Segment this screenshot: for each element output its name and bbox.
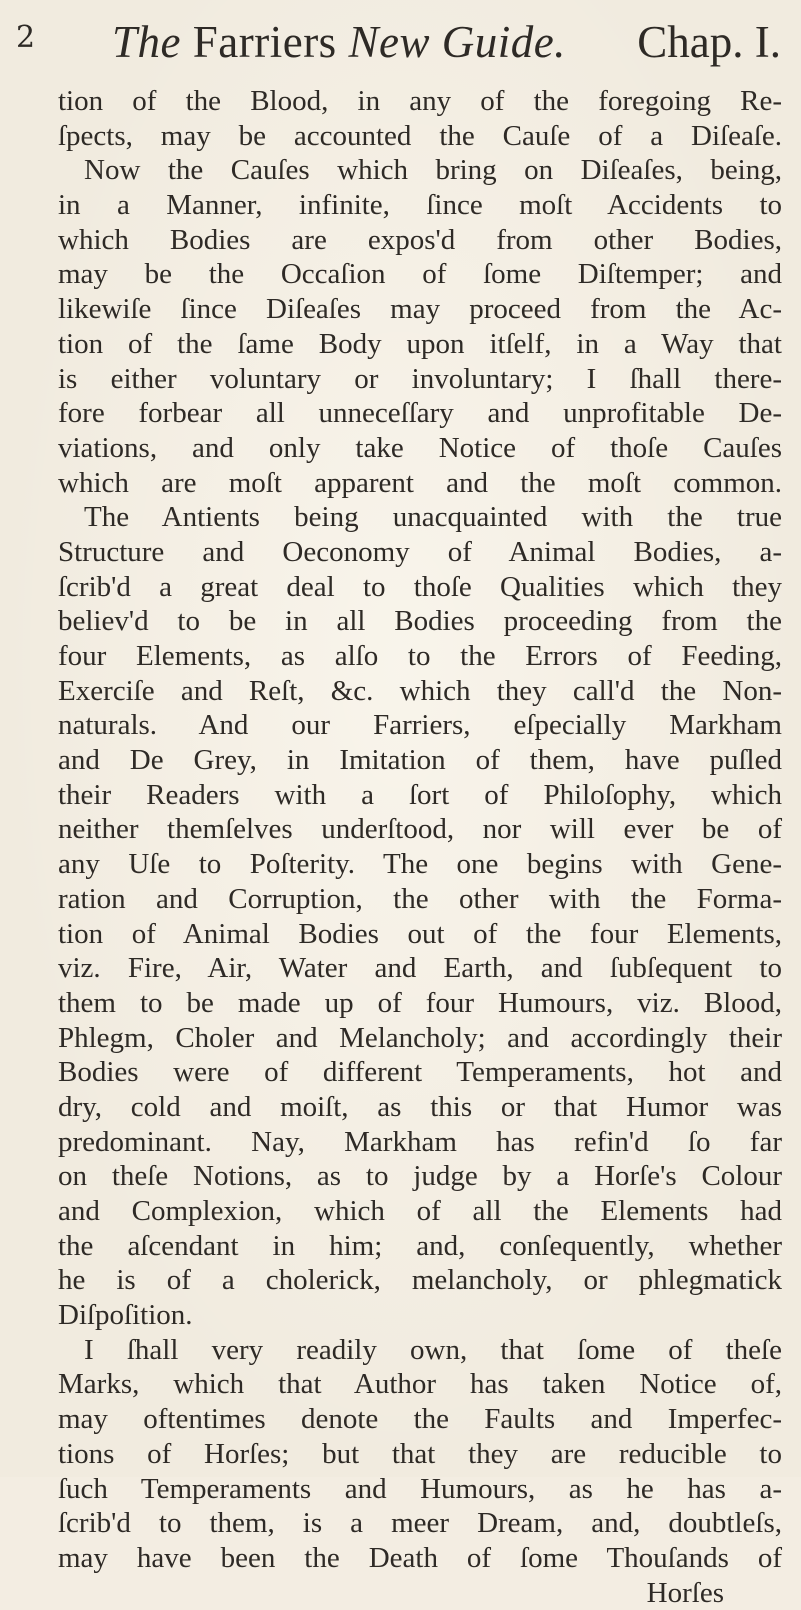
body-text: [58, 84, 782, 1610]
text-line: Exerciſe and Reſt, &c. which they call'd the Non-: [58, 674, 782, 707]
text-line: Structure and Oeconomy of Animal Bodies, a-: [58, 535, 782, 568]
text-line: likewiſe ſince Diſeaſes may proceed from the Ac-: [58, 293, 782, 326]
text-line: and De Grey, in Imitation of them, have puſled: [58, 744, 782, 777]
text-line: I ſhall very readily own, that ſome of theſe: [84, 1333, 782, 1366]
text-line: and Complexion, which of all the Elements had: [58, 1195, 782, 1227]
chapter-label: Chap. I.: [637, 17, 781, 67]
text-line: ſuch Temperaments and Humours, as he has a-: [58, 1472, 782, 1505]
text-line: ſcrib'd a great deal to thoſe Qualities which they: [58, 570, 782, 603]
running-title-italic: New Guide.: [348, 17, 566, 67]
text-line: dry, cold and moiſt, as this or that Humor was: [58, 1090, 782, 1123]
text-line: neither themſelves underſtood, nor will ever be of: [58, 813, 782, 846]
text-line: is either voluntary or involuntary; I ſhall there-: [58, 362, 782, 395]
text-line: tion of the Blood, in any of the foregoing Re-: [58, 85, 782, 117]
text-line: may oftentimes denote the Faults and Imperfec-: [58, 1403, 782, 1436]
text-line: tions of Horſes; but that they are reducible to: [58, 1437, 782, 1470]
text-line: Bodies were of different Temperaments, hot and: [58, 1056, 782, 1089]
text-line: on theſe Notions, as to judge by a Horſe's Colour: [58, 1160, 782, 1193]
text-line: which Bodies are expos'd from other Bodies,: [58, 223, 782, 256]
text-line: may be the Occaſion of ſome Diſtemper; and: [58, 258, 782, 291]
page-header: [0, 16, 801, 76]
running-title: [112, 16, 566, 68]
text-line: tion of Animal Bodies out of the four Elements,: [58, 917, 782, 950]
text-line: four Elements, as alſo to the Errors of Feeding,: [58, 640, 782, 672]
text-line: the aſcendant in him; and, conſequently, whether: [58, 1229, 782, 1262]
text-line: he is of a cholerick, melancholy, or phlegmatick: [58, 1264, 782, 1297]
text-line: Phlegm, Choler and Melancholy; and accordingly their: [58, 1021, 782, 1054]
running-title-main: Farriers: [181, 17, 349, 67]
page-number: 2: [16, 20, 36, 55]
text-line: viz. Fire, Air, Water and Earth, and ſubſequent to: [58, 952, 782, 985]
text-line: may have been the Death of ſome Thouſands of: [58, 1541, 782, 1574]
text-line: tion of the ſame Body upon itſelf, in a Way that: [58, 327, 782, 360]
text-line: naturals. And our Farriers, eſpecially Markham: [58, 709, 782, 742]
text-line: viations, and only take Notice of thoſe Cauſes: [58, 431, 782, 464]
text-line: The Antients being unacquainted with the true: [84, 501, 782, 534]
text-line: their Readers with a ſort of Philoſophy, which: [58, 778, 782, 811]
text-line: Marks, which that Author has taken Notice of,: [58, 1368, 782, 1401]
text-line: Now the Cauſes which bring on Diſeaſes, being,: [84, 154, 782, 187]
text-line: in a Manner, infinite, ſince moſt Accidents to: [58, 189, 782, 222]
text-line: ration and Corruption, the other with the Forma-: [58, 882, 782, 915]
text-line: them to be made up of four Humours, viz. Blood,: [58, 986, 782, 1019]
text-line: believ'd to be in all Bodies proceeding from the: [58, 605, 782, 638]
catchword: Horſes: [646, 1576, 724, 1609]
text-line: Diſpoſition.: [58, 1299, 193, 1332]
text-line: any Uſe to Poſterity. The one begins with Gene-: [58, 848, 782, 881]
text-line: ſcrib'd to them, is a meer Dream, and, doubtleſs,: [58, 1507, 782, 1540]
text-line: predominant. Nay, Markham has refin'd ſo far: [58, 1125, 782, 1158]
text-line: ſpects, may be accounted the Cauſe of a Diſeaſe.: [58, 119, 782, 152]
running-title-prefix: The: [112, 17, 181, 67]
text-line: which are moſt apparent and the moſt common.: [58, 466, 782, 499]
text-line: fore forbear all unneceſſary and unprofitable De-: [58, 397, 782, 430]
